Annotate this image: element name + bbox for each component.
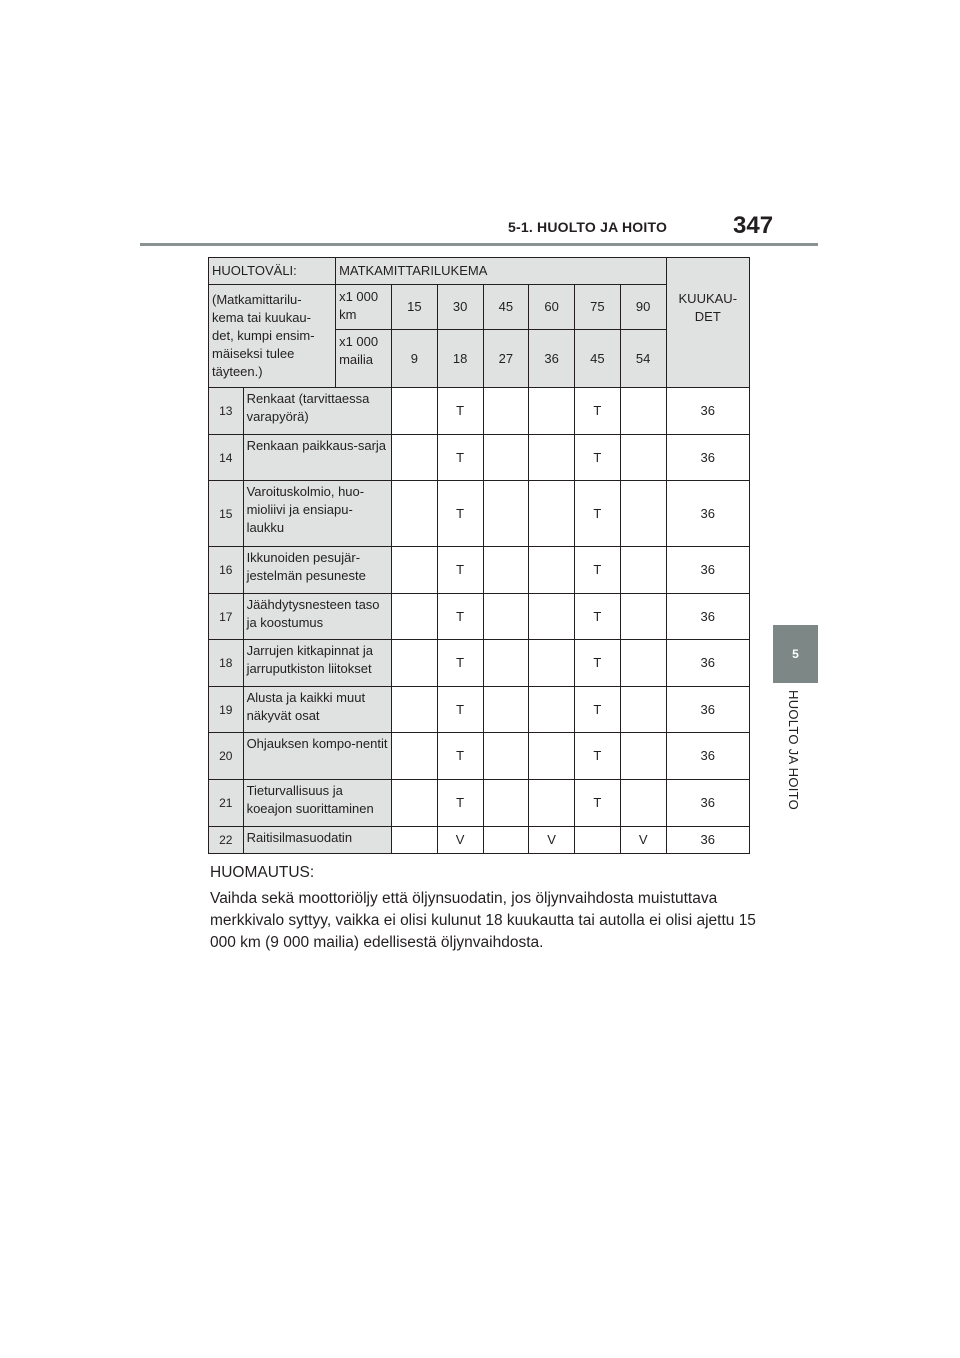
- item-number: 19: [209, 687, 244, 733]
- item-description: Jarrujen kitkapinnat ja jarruputkiston liitokset: [243, 640, 391, 687]
- interval-cell: [620, 481, 666, 547]
- interval-cell: [392, 388, 438, 435]
- interval-cell: T: [437, 594, 483, 640]
- interval-cell: T: [575, 780, 621, 827]
- table-row: [209, 733, 750, 780]
- item-description: Renkaan paikkaus-sarja: [243, 435, 391, 481]
- note-title: HUOMAUTUS:: [210, 864, 315, 881]
- months-label: KUUKAU-DET: [666, 258, 749, 388]
- interval-cell: T: [437, 780, 483, 827]
- interval-cell: [483, 481, 529, 547]
- interval-cell: [529, 780, 575, 827]
- interval-cell: T: [437, 687, 483, 733]
- interval-label: HUOLTOVÄLI:: [209, 258, 336, 285]
- interval-cell: T: [437, 481, 483, 547]
- km-value: 15: [392, 285, 438, 330]
- odometer-label: MATKAMITTARILUKEMA: [336, 258, 666, 285]
- interval-cell: T: [575, 481, 621, 547]
- interval-cell: [392, 733, 438, 780]
- interval-cell: [620, 780, 666, 827]
- note-text: Vaihda sekä moottoriöljy että öljynsuodatin, jos öljynvaihdosta muistuttava merkkivalo syttyy, vaikka ei olisi kulunut 18 kuukautta tai autolla ei olisi ajettu 15 000 km (9 000 mailia) edellisestä öljynvaihdosta.: [210, 890, 756, 951]
- interval-cell: T: [575, 640, 621, 687]
- km-value: 45: [483, 285, 529, 330]
- mile-value: 18: [437, 330, 483, 388]
- item-description: Varoituskolmio, huo-mioliivi ja ensiapu-laukku: [243, 481, 391, 547]
- condition-label: (Matkamittarilu-kema tai kuukau-det, kumpi ensim-mäiseksi tulee täyteen.): [209, 285, 336, 388]
- interval-cell: T: [575, 435, 621, 481]
- chapter-number: 5: [792, 647, 799, 661]
- header-divider: [140, 243, 818, 246]
- interval-cell: [483, 827, 529, 854]
- item-description: Raitisilmasuodatin: [243, 827, 391, 854]
- item-description: Tieturvallisuus ja koeajon suorittaminen: [243, 780, 391, 827]
- interval-cell: T: [575, 547, 621, 594]
- mile-value: 9: [392, 330, 438, 388]
- interval-cell: [620, 547, 666, 594]
- interval-cell: [529, 547, 575, 594]
- interval-cell: [483, 435, 529, 481]
- interval-cell: [392, 640, 438, 687]
- item-number: 18: [209, 640, 244, 687]
- item-description: Alusta ja kaikki muut näkyvät osat: [243, 687, 391, 733]
- interval-cell: [483, 594, 529, 640]
- interval-cell: [392, 687, 438, 733]
- interval-cell: [529, 640, 575, 687]
- interval-cell: [392, 481, 438, 547]
- interval-cell: [483, 780, 529, 827]
- table-row: [209, 547, 750, 594]
- interval-cell: [392, 780, 438, 827]
- item-number: 16: [209, 547, 244, 594]
- months-cell: 36: [666, 733, 749, 780]
- interval-cell: T: [437, 388, 483, 435]
- interval-cell: [529, 435, 575, 481]
- page-number: 347: [733, 212, 774, 239]
- interval-cell: [483, 388, 529, 435]
- table-row: [209, 481, 750, 547]
- interval-cell: [392, 547, 438, 594]
- interval-cell: T: [575, 594, 621, 640]
- mile-value: 36: [529, 330, 575, 388]
- interval-cell: [392, 435, 438, 481]
- interval-cell: [483, 640, 529, 687]
- interval-cell: [529, 388, 575, 435]
- mile-value: 45: [575, 330, 621, 388]
- item-number: 20: [209, 733, 244, 780]
- item-number: 14: [209, 435, 244, 481]
- item-description: Renkaat (tarvittaessa varapyörä): [243, 388, 391, 435]
- interval-cell: [392, 827, 438, 854]
- km-unit: x1 000 km: [336, 285, 392, 330]
- item-number: 13: [209, 388, 244, 435]
- mile-unit: x1 000 mailia: [336, 330, 392, 388]
- interval-cell: T: [437, 733, 483, 780]
- months-cell: 36: [666, 827, 749, 854]
- months-cell: 36: [666, 780, 749, 827]
- mile-value: 54: [620, 330, 666, 388]
- interval-cell: [392, 594, 438, 640]
- interval-cell: [529, 594, 575, 640]
- interval-cell: T: [575, 733, 621, 780]
- table-row: [209, 435, 750, 481]
- mile-value: 27: [483, 330, 529, 388]
- months-cell: 36: [666, 481, 749, 547]
- interval-cell: T: [437, 640, 483, 687]
- interval-cell: [620, 594, 666, 640]
- interval-cell: [529, 733, 575, 780]
- months-cell: 36: [666, 388, 749, 435]
- item-number: 21: [209, 780, 244, 827]
- interval-cell: [529, 481, 575, 547]
- interval-cell: V: [529, 827, 575, 854]
- item-number: 17: [209, 594, 244, 640]
- item-number: 22: [209, 827, 244, 854]
- interval-cell: [529, 687, 575, 733]
- interval-cell: T: [575, 687, 621, 733]
- table-row: [209, 388, 750, 435]
- chapter-tab: [773, 625, 818, 683]
- km-value: 90: [620, 285, 666, 330]
- interval-cell: [483, 687, 529, 733]
- chapter-label: HUOLTO JA HOITO: [786, 690, 801, 811]
- interval-cell: [483, 547, 529, 594]
- interval-cell: [620, 640, 666, 687]
- table-row: [209, 640, 750, 687]
- item-description: Ikkunoiden pesujär-jestelmän pesuneste: [243, 547, 391, 594]
- interval-cell: [620, 388, 666, 435]
- interval-cell: V: [437, 827, 483, 854]
- interval-cell: T: [575, 388, 621, 435]
- months-cell: 36: [666, 547, 749, 594]
- item-description: Jäähdytysnesteen taso ja koostumus: [243, 594, 391, 640]
- months-cell: 36: [666, 640, 749, 687]
- km-value: 60: [529, 285, 575, 330]
- km-value: 30: [437, 285, 483, 330]
- interval-cell: [575, 827, 621, 854]
- maintenance-table: [208, 257, 750, 854]
- km-value: 75: [575, 285, 621, 330]
- table-row: [209, 687, 750, 733]
- months-cell: 36: [666, 594, 749, 640]
- interval-cell: T: [437, 547, 483, 594]
- table-row: [209, 827, 750, 854]
- months-cell: 36: [666, 435, 749, 481]
- section-title: 5-1. HUOLTO JA HOITO: [508, 219, 668, 235]
- months-cell: 36: [666, 687, 749, 733]
- interval-cell: [620, 435, 666, 481]
- interval-cell: [483, 733, 529, 780]
- interval-cell: T: [437, 435, 483, 481]
- table-row: [209, 780, 750, 827]
- interval-cell: [620, 687, 666, 733]
- table-row: [209, 594, 750, 640]
- item-number: 15: [209, 481, 244, 547]
- interval-cell: V: [620, 827, 666, 854]
- interval-cell: [620, 733, 666, 780]
- item-description: Ohjauksen kompo-nentit: [243, 733, 391, 780]
